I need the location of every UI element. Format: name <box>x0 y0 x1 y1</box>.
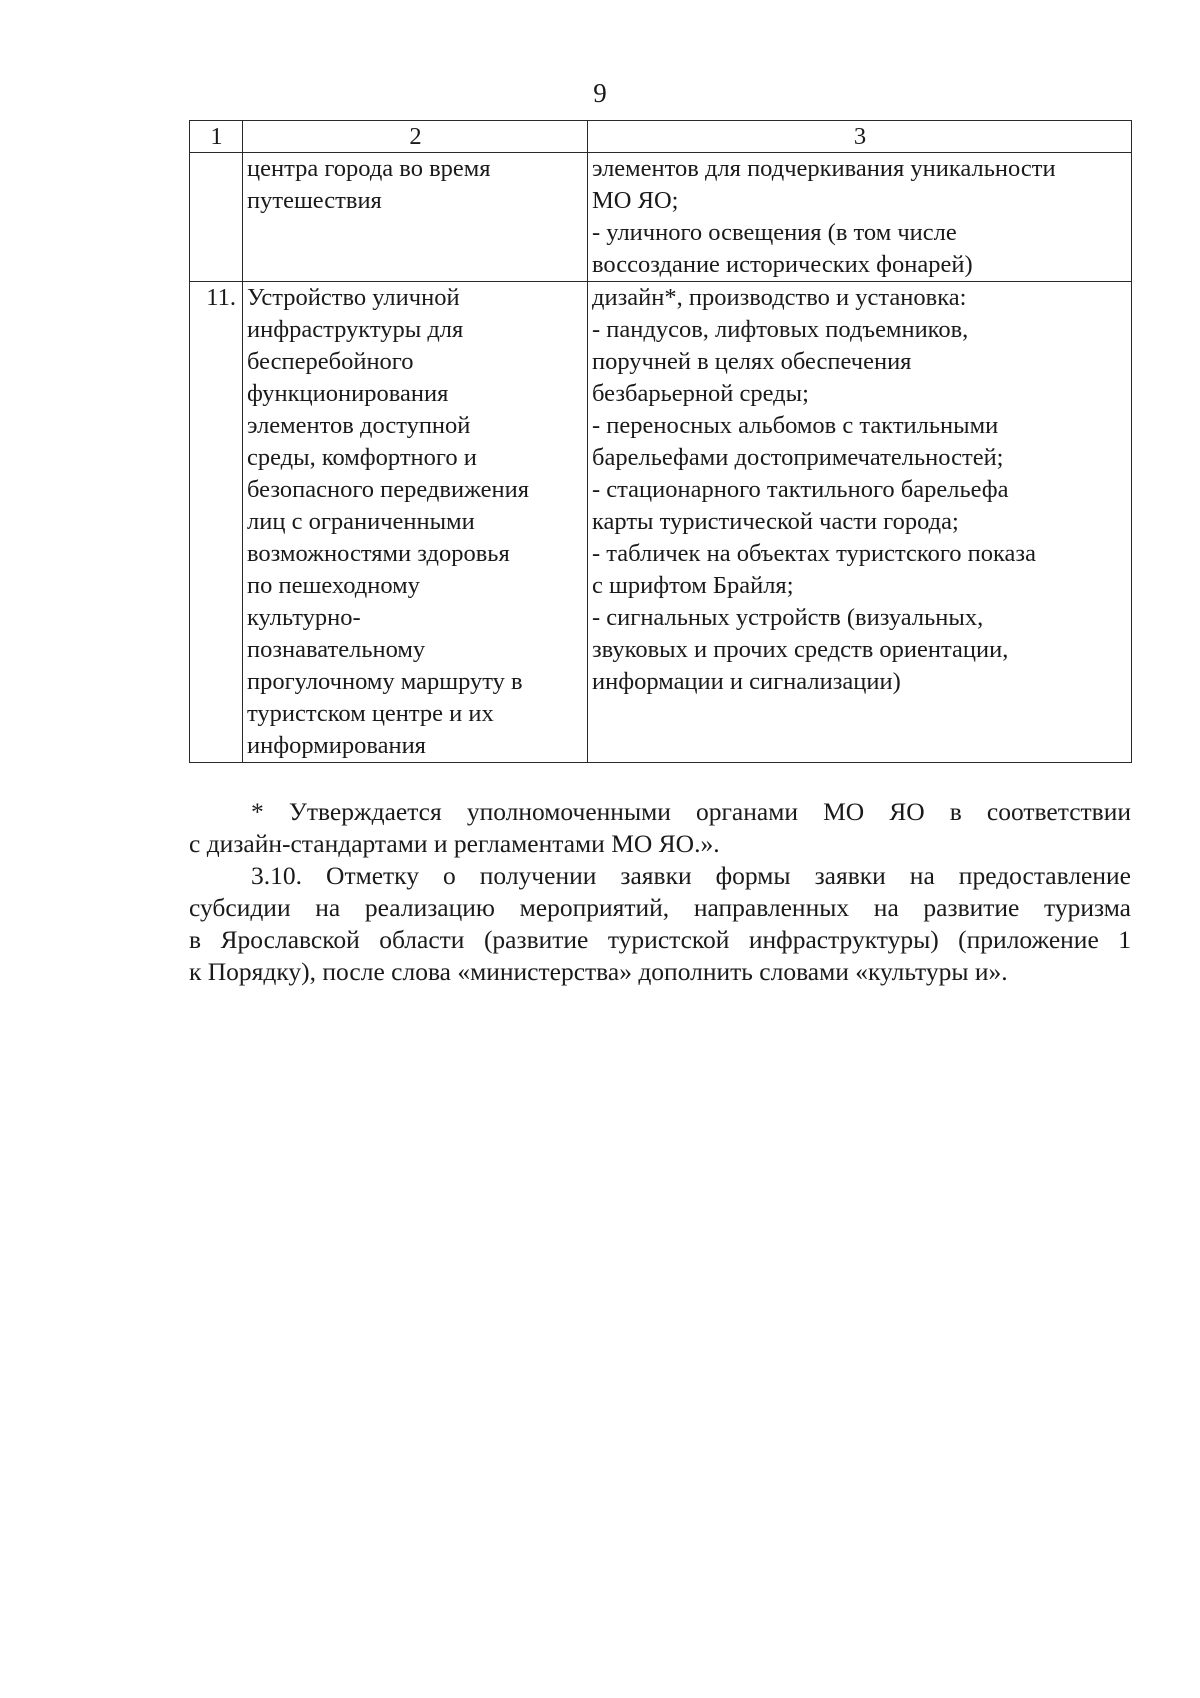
header-cell-3: 3 <box>588 121 1132 153</box>
table-header-row <box>190 121 1132 153</box>
cell-text-line: звуковых и прочих средств ориентации, <box>592 636 1009 663</box>
cell-text-line: по пешеходному <box>247 572 420 599</box>
measure-description-cell <box>588 282 1132 763</box>
paragraph-line: субсидии на реализацию мероприятий, направленных на развитие туризма <box>189 893 1131 922</box>
cell-text-line: возможностями здоровья <box>247 540 510 567</box>
cell-text-line: прогулочному маршруту в <box>247 668 523 695</box>
footnote-line: с дизайн-стандартами и регламентами МО ЯО.». <box>189 829 720 858</box>
cell-text-line: барельефами достопримечательностей; <box>592 444 1004 471</box>
measure-name-cell <box>243 282 588 763</box>
cell-text-line: с шрифтом Брайля; <box>592 572 794 599</box>
cell-text-line: безопасного передвижения <box>247 476 530 503</box>
amendment-paragraph <box>189 860 1131 988</box>
header-cell-1: 1 <box>190 121 243 153</box>
cell-text-line: карты туристической части города; <box>592 508 959 535</box>
cell-text-line: познавательному <box>247 636 426 663</box>
cell-text-line: информирования <box>247 732 426 759</box>
page-number: 9 <box>593 78 607 108</box>
cell-text-line: поручней в целях обеспечения <box>592 348 912 375</box>
body-text <box>189 796 1131 988</box>
cell-text-line: элементов для подчеркивания уникальности <box>592 155 1056 182</box>
measure-name-cell <box>243 153 588 282</box>
cell-text-line: элементов доступной <box>247 412 471 439</box>
table-row <box>190 282 1132 763</box>
cell-text-line: МО ЯО; <box>592 187 679 214</box>
footnote-paragraph <box>189 796 1131 860</box>
cell-text-line: - табличек на объектах туристского показа <box>592 540 1036 567</box>
cell-text-line: путешествия <box>247 187 382 214</box>
row-number-cell <box>190 153 243 282</box>
measures-table <box>189 120 1132 763</box>
cell-text-line: - переносных альбомов с тактильными <box>592 412 999 439</box>
cell-text-line: - уличного освещения (в том числе <box>592 219 957 246</box>
cell-text-line: - пандусов, лифтовых подъемников, <box>592 316 969 343</box>
cell-text-line: функционирования <box>247 380 449 407</box>
paragraph-line: в Ярославской области (развитие туристской инфраструктуры) (приложение 1 <box>189 925 1131 954</box>
cell-text-line: культурно- <box>247 604 361 631</box>
cell-text-line: инфраструктуры для <box>247 316 464 343</box>
cell-text-line: Устройство уличной <box>247 284 460 311</box>
cell-text-line: дизайн*, производство и установка: <box>592 284 967 311</box>
paragraph-line: к Порядку), после слова «министерства» дополнить словами «культуры и». <box>189 957 1008 986</box>
cell-text-line: - сигнальных устройств (визуальных, <box>592 604 984 631</box>
cell-text-line: бесперебойного <box>247 348 414 375</box>
footnote-line: * Утверждается уполномоченными органами МО ЯО в соответствии <box>251 797 1131 826</box>
cell-text-line: информации и сигнализации) <box>592 668 901 695</box>
cell-text-line: среды, комфортного и <box>247 444 477 471</box>
cell-text-line: безбарьерной среды; <box>592 380 809 407</box>
paragraph-line: 3.10. Отметку о получении заявки формы заявки на предоставление <box>251 861 1131 890</box>
table-row <box>190 153 1132 282</box>
cell-text-line: лиц с ограниченными <box>247 508 475 535</box>
header-cell-2: 2 <box>243 121 588 153</box>
measure-description-cell <box>588 153 1132 282</box>
cell-text-line: центра города во время <box>247 155 491 182</box>
cell-text-line: туристском центре и их <box>247 700 494 727</box>
cell-text-line: воссоздание исторических фонарей) <box>592 251 973 278</box>
cell-text-line: - стационарного тактильного барельефа <box>592 476 1009 503</box>
row-number-cell: 11. <box>190 282 243 763</box>
